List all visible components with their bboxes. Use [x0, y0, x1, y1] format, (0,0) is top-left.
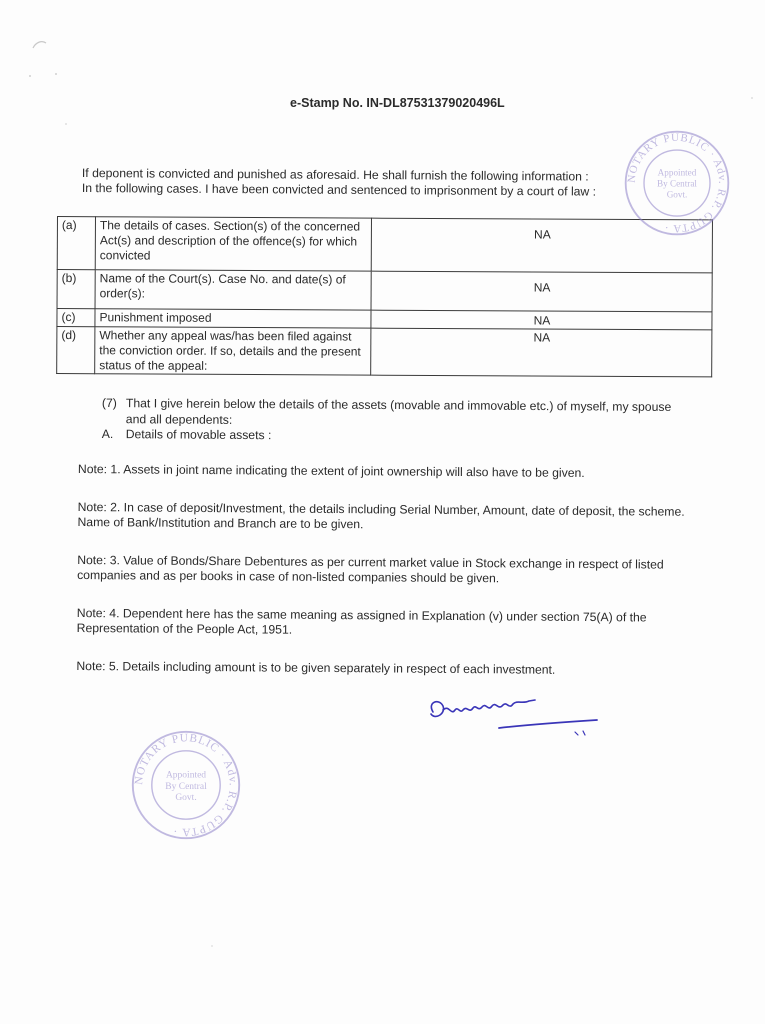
table-row — [57, 217, 712, 273]
signature-icon — [425, 692, 605, 740]
section-number: (7) — [101, 396, 117, 411]
row-value: NA — [371, 328, 712, 377]
note-5: Note: 5. Details including amount is to be given separately in respect of each investment. — [76, 658, 556, 677]
section-text: That I give herein below the details of the assets (movable and immovable etc.) of myself, my spouse and all dependents: — [125, 396, 672, 427]
table-row — [57, 270, 712, 312]
seal-center-line-3: Govt. — [666, 189, 688, 200]
subsection-letter: A. — [101, 426, 114, 442]
assets-section — [102, 396, 682, 447]
notary-seal-bottom — [128, 728, 244, 842]
section-7a-item — [102, 427, 682, 447]
row-letter: (c) — [57, 309, 95, 327]
seal-center-line-3: Govt. — [175, 793, 197, 804]
seal-center-line-2: By Central — [657, 178, 697, 189]
intro-line-1: If deponent is convicted and punished as aforesaid. He shall furnish the following information : — [81, 166, 589, 184]
row-description: Punishment imposed — [95, 309, 371, 328]
row-value: NA — [371, 218, 712, 273]
note-1: Note: 1. Assets in joint name indicating the extent of joint ownership will also have to be given. — [77, 462, 585, 480]
subsection-text: Details of movable assets : — [125, 427, 272, 443]
note-3: Note: 3. Value of Bonds/Share Debentures as per current market value in Stock exchange in respect of listed companies and as per books in case of non-listed companies should be given. — [77, 552, 664, 586]
notary-seal-top — [620, 128, 734, 238]
seal-center-line-2: By Central — [165, 781, 207, 792]
row-description: Name of the Court(s). Case No. and date(s) of order(s): — [95, 270, 371, 310]
intro-paragraph — [82, 166, 642, 200]
notary-seal-icon — [620, 128, 734, 238]
row-value: NA — [371, 271, 712, 312]
intro-line-2: In the following cases. I have been convicted and sentenced to imprisonment by a court of law : — [81, 180, 597, 199]
row-value: NA — [371, 310, 712, 330]
row-letter: (a) — [57, 217, 95, 270]
table-row — [57, 327, 712, 377]
seal-center-line-1: Appointed — [657, 167, 697, 178]
row-letter: (b) — [57, 270, 95, 309]
note-4: Note: 4. Dependent here has the same meaning as assigned in Explanation (v) under section 75(A) of the Representation of the People Act, 1951. — [76, 605, 647, 637]
seal-center-line-1: Appointed — [165, 770, 207, 781]
conviction-details-table — [56, 216, 713, 377]
notary-seal-icon — [128, 728, 244, 842]
note-2: Note: 2. In case of deposit/Investment, the details including Serial Number, Amount, date of deposit, the scheme. Name of Bank/Institution and Branch are to be given. — [77, 499, 685, 532]
estamp-number: e-Stamp No. IN-DL87531379020496L — [290, 96, 505, 110]
deponent-signature — [425, 692, 605, 740]
notes-list — [76, 462, 688, 679]
row-letter: (d) — [57, 327, 95, 374]
row-description: The details of cases. Section(s) of the concerned Act(s) and description of the offence(s) for which convicted — [95, 217, 371, 271]
row-description: Whether any appeal was/has been filed against the conviction order. If so, details and the present status of the appeal: — [95, 327, 371, 375]
section-7-item — [102, 396, 682, 431]
seal-ring-text: NOTARY PUBLIC · Adv. R.P. GUPTA · — [625, 131, 729, 235]
seal-ring-text: NOTARY PUBLIC · Adv. R.P. GUPTA · — [133, 732, 239, 838]
